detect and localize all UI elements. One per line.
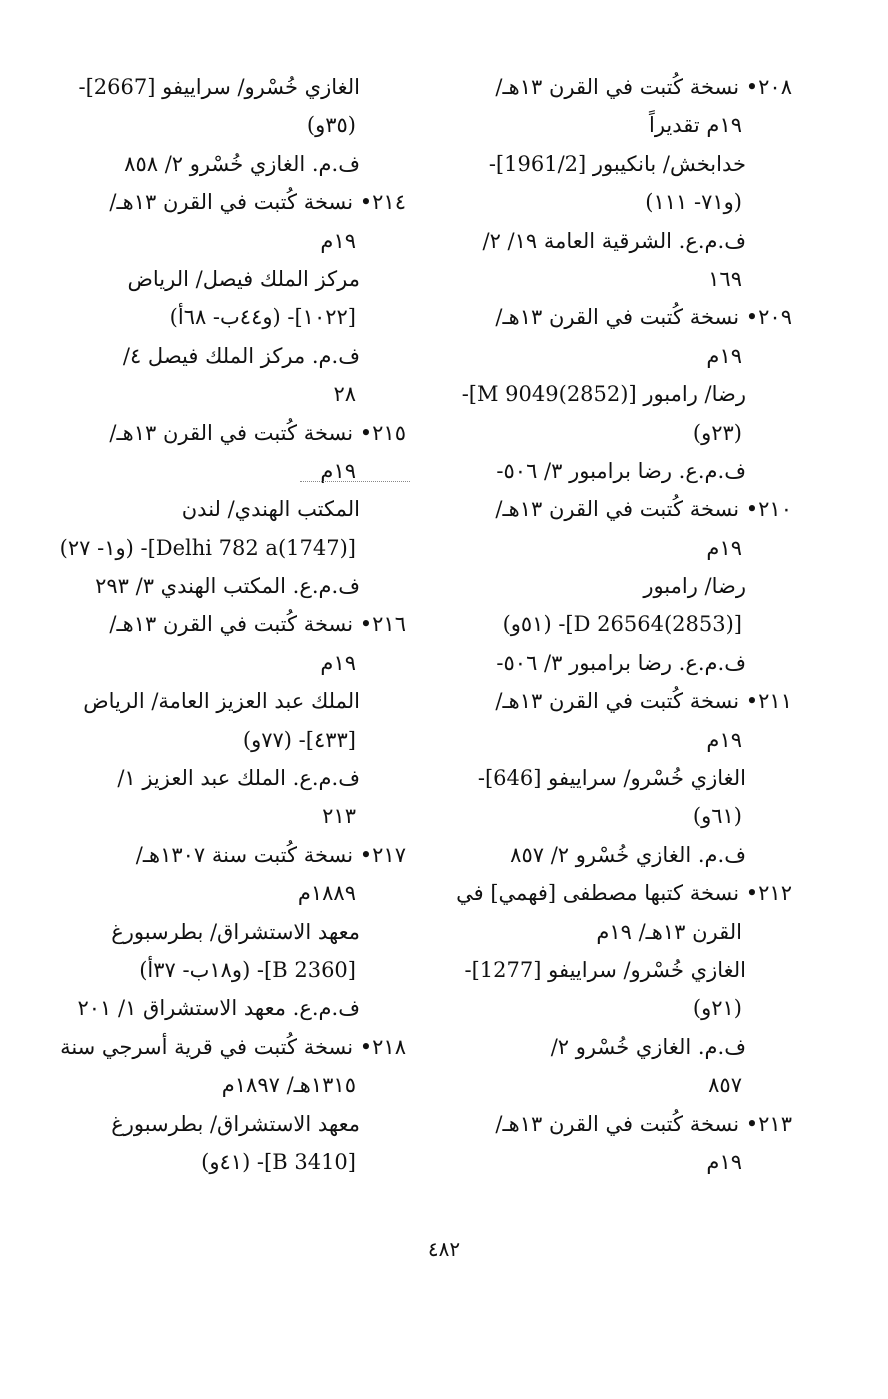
entry-continuation-line: [B 3410]- (٤١و) xyxy=(201,1149,356,1174)
entry-continuation-line: ٨٥٧ xyxy=(708,1073,742,1098)
entry-detail-line: ف.م.ع. رضا برامبور ٣/ ٥٠٦- xyxy=(496,650,746,675)
entry-continuation-line: ١٩م xyxy=(706,727,742,752)
entry-continuation-line: ٢١٣ xyxy=(322,804,356,829)
entry-heading: ٢٠٨• نسخة كُتبت في القرن ١٣هـ/ xyxy=(495,75,792,99)
entry-detail-line: ف.م.ع. الشرقية العامة ١٩/ ٢/ xyxy=(482,228,746,253)
entry-continuation-line: ١٩م xyxy=(706,343,742,368)
entry-detail-line: الملك عبد العزيز العامة/ الرياض xyxy=(83,689,360,714)
entry-detail-line: ف.م.ع. رضا برامبور ٣/ ٥٠٦- xyxy=(496,458,746,483)
entry-detail-line: ف.م.ع. الملك عبد العزيز ١/ xyxy=(117,766,360,791)
entry-continuation-line: [Delhi 782 a(1747)]- (و١- ٢٧) xyxy=(59,535,356,560)
entry-detail-line: رضا/ رامبور xyxy=(643,574,746,599)
page-number: ٤٨٢ xyxy=(427,1237,461,1261)
entry-continuation-line: (٢١و) xyxy=(692,996,742,1021)
entry-continuation-line: (٢٣و) xyxy=(692,420,742,445)
entry-continuation-line: (٣٥و) xyxy=(306,113,356,138)
entry-heading: ٢١٥• نسخة كُتبت في القرن ١٣هـ/ xyxy=(109,420,406,445)
entry-continuation-line: القرن ١٣هـ/ ١٩م xyxy=(596,919,742,944)
entry-continuation-line: ٢٨ xyxy=(333,382,356,407)
entry-heading: ٢١٢• نسخة كتبها مصطفى [فهمي] في xyxy=(456,881,792,906)
entry-continuation-line: ١٩م xyxy=(320,458,356,483)
entry-detail-line: ف.م.ع. معهد الاستشراق ١/ ٢٠١ xyxy=(77,996,360,1021)
left-column xyxy=(40,68,406,1181)
entry-detail-line: ف.م. الغازي خُسْرو ٢/ xyxy=(550,1034,746,1059)
entry-heading: ٢١٠• نسخة كُتبت في القرن ١٣هـ/ xyxy=(495,497,792,522)
entry-continuation-line: [١٠٢٢]- (و٤٤ب- ٦٨أ) xyxy=(169,305,356,330)
entry-detail-line: معهد الاستشراق/ بطرسبورغ xyxy=(111,919,360,944)
entry-detail-line: رضا/ رامبور [M 9049(2852)]- xyxy=(461,382,746,407)
entry-detail-line: خدابخش/ بانكيبور [1961/2]- xyxy=(488,151,746,176)
entry-continuation-line: (و٧١- ١١١) xyxy=(645,190,742,215)
entry-detail-line: ف.م. الغازي خُسْرو ٢/ ٨٥٧ xyxy=(510,842,746,867)
entry-continuation-line: ١٩م xyxy=(706,1149,742,1174)
entry-continuation-line: (٦١و) xyxy=(692,804,742,829)
entry-detail-line: الغازي خُسْرو/ سراييفو [2667]- xyxy=(78,75,360,99)
entry-detail-line: ف.م. مركز الملك فيصل ٤/ xyxy=(122,343,360,368)
entry-detail-line: الغازي خُسْرو/ سراييفو [1277]- xyxy=(464,957,746,982)
entry-heading: ٢١٧• نسخة كُتبت سنة ١٣٠٧هـ/ xyxy=(135,842,406,867)
entry-continuation-line: ١٩م xyxy=(320,228,356,253)
right-column xyxy=(426,68,792,1181)
entry-heading: ٢١٤• نسخة كُتبت في القرن ١٣هـ/ xyxy=(109,190,406,215)
entry-continuation-line: [B 2360]- (و١٨ب- ٣٧أ) xyxy=(139,957,356,982)
entry-detail-line: مركز الملك فيصل/ الرياض xyxy=(127,266,360,291)
dotted-separator xyxy=(300,481,410,482)
entry-continuation-line: [D 26564(2853)]- (٥١و) xyxy=(502,612,742,637)
entry-continuation-line: ١٩م xyxy=(706,535,742,560)
entry-continuation-line: ١٩م xyxy=(320,650,356,675)
entry-continuation-line: ١٣١٥هـ/ ١٨٩٧م xyxy=(221,1073,356,1098)
entry-detail-line: ف.م.ع. المكتب الهندي ٣/ ٢٩٣ xyxy=(95,574,360,599)
entry-heading: ٢١٦• نسخة كُتبت في القرن ١٣هـ/ xyxy=(109,612,406,637)
entry-detail-line: الغازي خُسْرو/ سراييفو [646]- xyxy=(477,766,746,791)
entry-heading: ٢٠٩• نسخة كُتبت في القرن ١٣هـ/ xyxy=(495,305,792,330)
entry-heading: ٢١٣• نسخة كُتبت في القرن ١٣هـ/ xyxy=(495,1111,792,1136)
entry-detail-line: المكتب الهندي/ لندن xyxy=(181,497,360,522)
entry-heading: ٢١٨• نسخة كُتبت في قرية أسرجي سنة xyxy=(60,1034,406,1059)
entry-detail-line: ف.م. الغازي خُسْرو ٢/ ٨٥٨ xyxy=(124,151,360,176)
entry-continuation-line: ١٨٨٩م xyxy=(297,881,356,906)
entry-detail-line: معهد الاستشراق/ بطرسبورغ xyxy=(111,1111,360,1136)
entry-heading: ٢١١• نسخة كُتبت في القرن ١٣هـ/ xyxy=(495,689,792,714)
entry-continuation-line: [٤٣٣]- (٧٧و) xyxy=(242,727,356,752)
entry-continuation-line: ١٩م تقديراً xyxy=(649,113,742,138)
entry-continuation-line: ١٦٩ xyxy=(708,266,742,291)
